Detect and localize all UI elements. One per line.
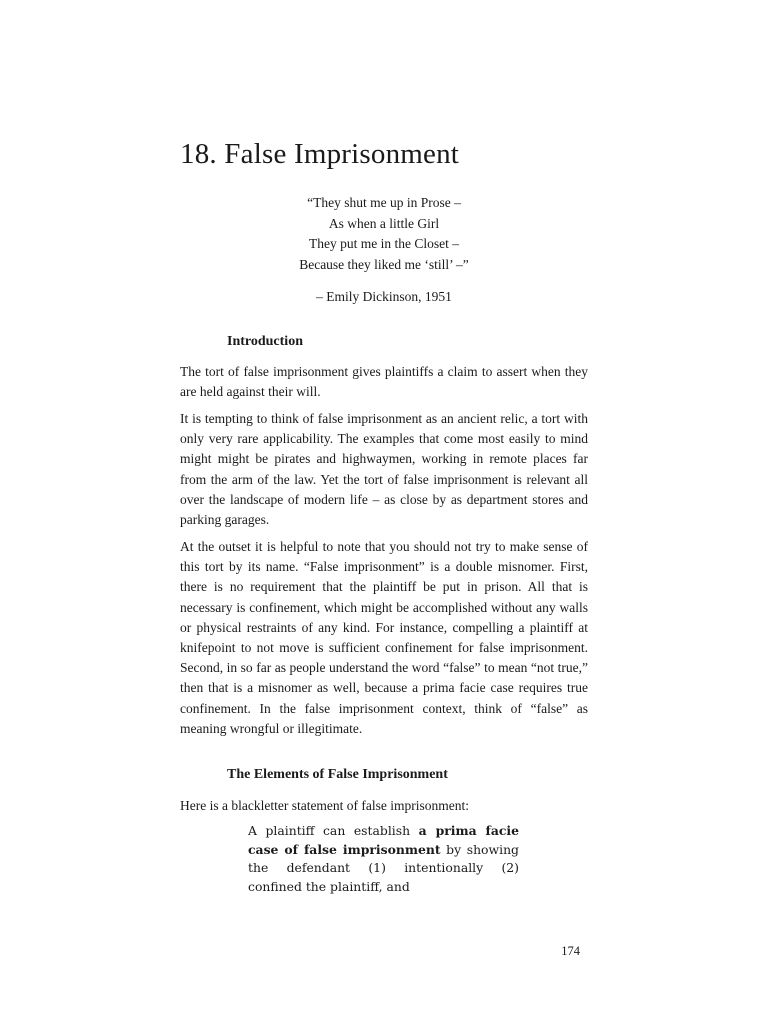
statement-text: A plaintiff can establish <box>248 823 419 838</box>
statement-text: by showing the defendant (1) intentionally (2) confined the plaintiff, and <box>248 841 519 894</box>
body-paragraph: The tort of false imprisonment gives plaintiffs a claim to assert when they are held against their will. <box>180 364 588 400</box>
epigraph-line: Because they liked me ‘still’ –” <box>299 256 469 272</box>
blackletter-statement <box>248 822 519 896</box>
chapter-title: 18. False Imprisonment <box>180 138 460 170</box>
epigraph-attribution: – Emily Dickinson, 1951 <box>316 289 452 304</box>
epigraph-line: They put me in the Closet – <box>309 236 459 251</box>
epigraph-line: As when a little Girl <box>328 215 440 231</box>
epigraph-line: “They shut me up in Prose – <box>307 195 461 210</box>
statement-bold-term: a prima facie case of false imprisonment <box>248 823 520 857</box>
body-paragraph: It is tempting to think of false imprisonment as an ancient relic, a tort with only very rare applicability. The examples that come most easily to mind might might be pirates and highwaymen, working in remote places far from the arm of the law. Yet the tort of false imprisonment is relevant all over the landscape of modern life – as close by as department stores and parking garages. <box>180 411 588 528</box>
body-paragraph: At the outset it is helpful to note that you should not try to make sense of this tort by its name. “False imprisonment” is a double misnomer. First, there is no requirement that the plaintiff be put in prison. All that is necessary is confinement, which might be accomplished without any walls or physical restraints of any kind. For instance, compelling a plaintiff at knifepoint to not move is sufficient confinement for false imprisonment. Second, in so far as people understand the word “false” to mean “not true,” then that is a misnomer as well, because a prima facie case requires true confinement. In the false imprisonment context, think of “false” as meaning wrongful or illegitimate. <box>180 539 588 736</box>
section-heading-elements: The Elements of False Imprisonment <box>227 767 448 782</box>
page-number: 174 <box>561 944 580 958</box>
body-paragraph: Here is a blackletter statement of false imprisonment: <box>180 798 470 813</box>
document-page <box>180 0 588 1024</box>
epigraph <box>180 193 588 308</box>
section-heading-introduction: Introduction <box>227 334 303 349</box>
